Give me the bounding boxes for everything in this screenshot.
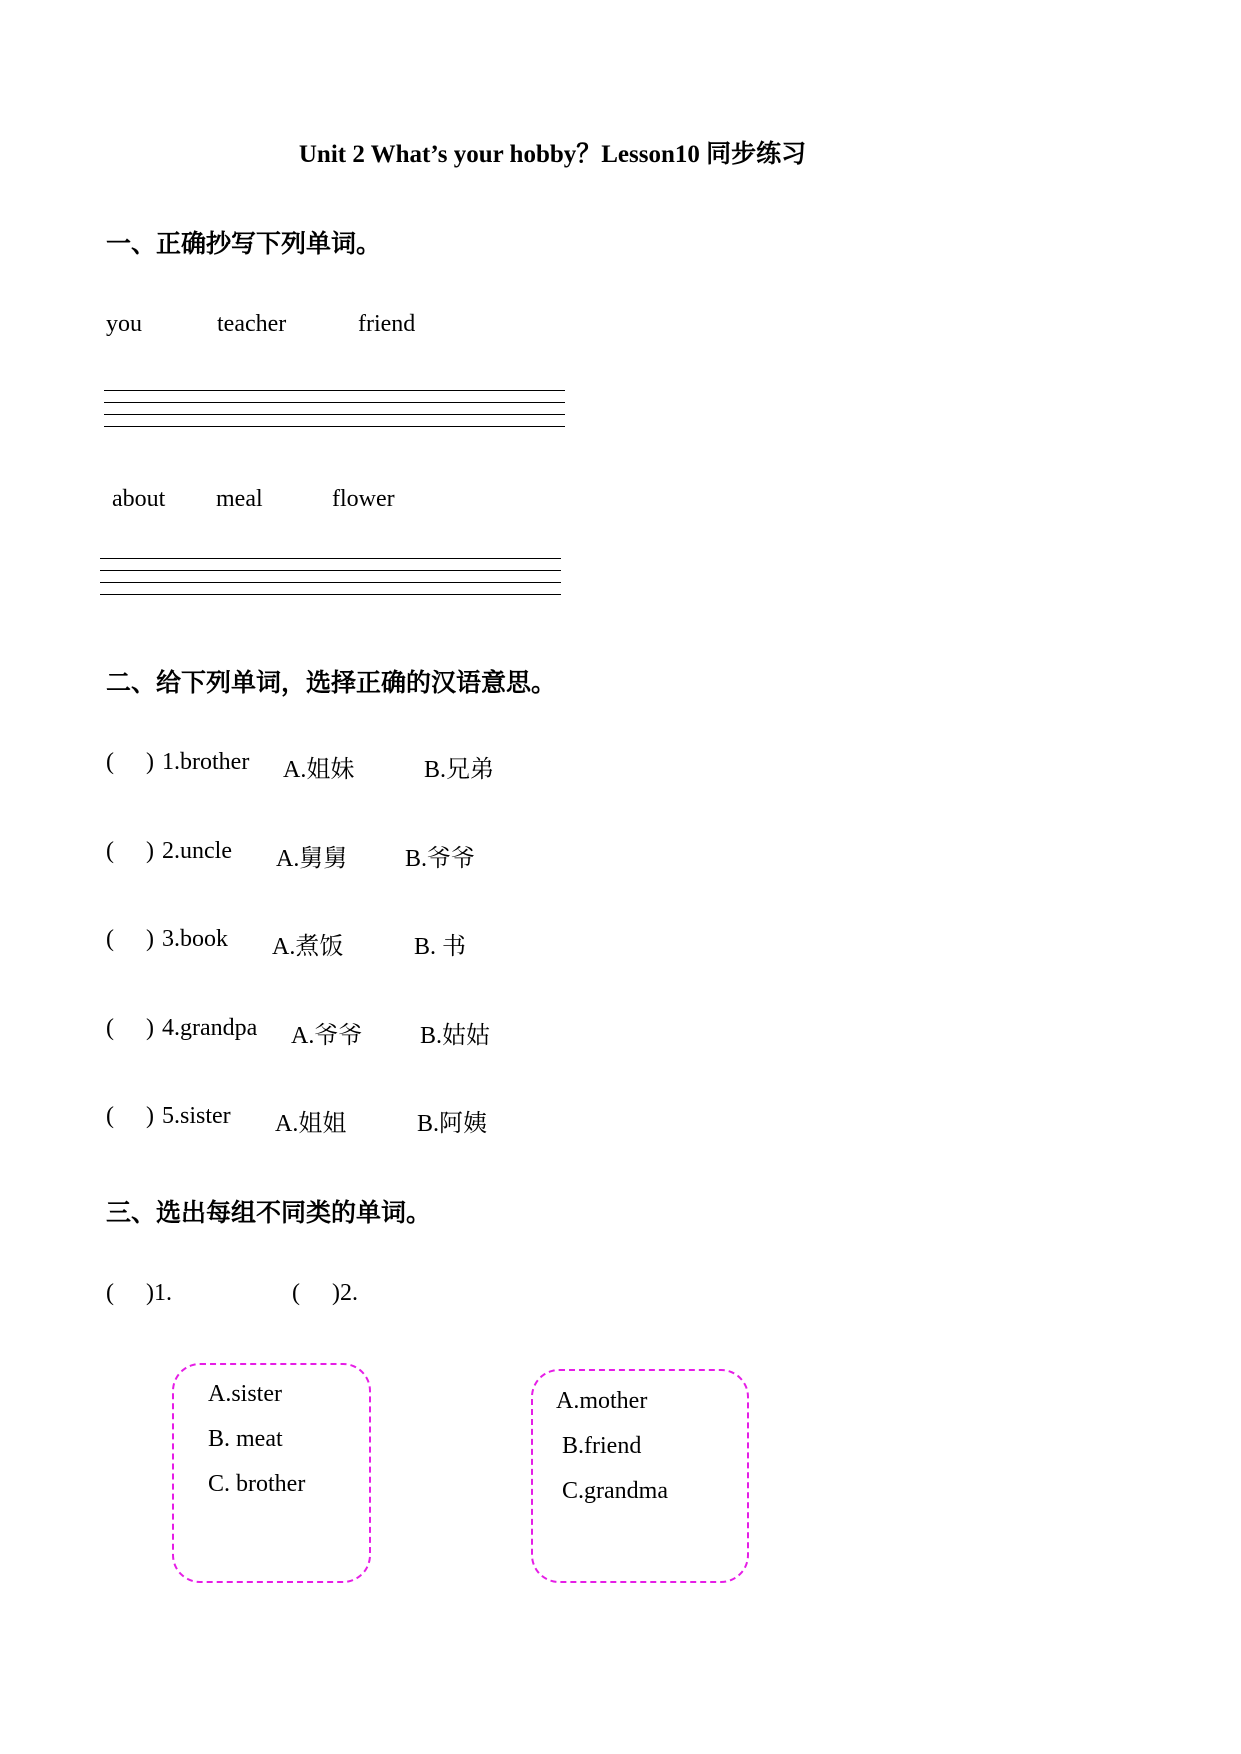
section-2-heading: 二、给下列单词，选择正确的汉语意思。 — [106, 670, 557, 697]
copy-word: flower — [332, 486, 395, 512]
option-b: B.兄弟 — [424, 757, 495, 783]
copy-word: teacher — [217, 311, 287, 337]
answer-blank-open[interactable]: ( — [106, 926, 114, 952]
answer-blank-open[interactable]: ( — [106, 749, 114, 775]
option-a: A.姐妹 — [283, 757, 355, 783]
copy-word: friend — [358, 311, 416, 337]
group-option: A.mother — [556, 1388, 648, 1414]
answer-blank-open[interactable]: ( — [106, 1103, 114, 1129]
question-word: 5.sister — [162, 1103, 231, 1129]
copy-word: meal — [216, 486, 263, 512]
option-b: B.姑姑 — [420, 1023, 491, 1049]
option-b: B.阿姨 — [417, 1111, 488, 1137]
group-option: B.friend — [562, 1433, 642, 1459]
answer-blank-close: ) — [146, 1103, 154, 1129]
answer-blank-close: ) — [146, 926, 154, 952]
question-word: 2.uncle — [162, 838, 232, 864]
option-a: A.姐姐 — [275, 1111, 347, 1137]
answer-blank-open[interactable]: ( — [292, 1280, 300, 1306]
question-word: 4.grandpa — [162, 1015, 258, 1041]
option-b: B. 书 — [414, 934, 467, 960]
page-title: Unit 2 What’s your hobby？Lesson10 同步练习 — [298, 141, 807, 168]
question-number: )2. — [332, 1280, 358, 1306]
copy-word: you — [106, 311, 142, 337]
group-option: B. meat — [208, 1426, 283, 1452]
answer-blank-open[interactable]: ( — [106, 1015, 114, 1041]
group-option: C. brother — [208, 1471, 306, 1497]
option-a: A.舅舅 — [276, 846, 348, 872]
answer-blank-open[interactable]: ( — [106, 1280, 114, 1306]
answer-blank-open[interactable]: ( — [106, 838, 114, 864]
question-word: 1.brother — [162, 749, 250, 775]
option-b: B.爷爷 — [405, 846, 476, 872]
group-option: A.sister — [208, 1381, 282, 1407]
answer-blank-close: ) — [146, 1015, 154, 1041]
question-number: )1. — [146, 1280, 172, 1306]
option-a: A.煮饭 — [272, 934, 344, 960]
group-option: C.grandma — [562, 1478, 668, 1504]
answer-blank-close: ) — [146, 749, 154, 775]
option-a: A.爷爷 — [291, 1023, 363, 1049]
answer-blank-close: ) — [146, 838, 154, 864]
writing-lines-2[interactable] — [100, 558, 561, 598]
section-1-heading: 一、正确抄写下列单词。 — [106, 231, 382, 258]
section-3-heading: 三、选出每组不同类的单词。 — [106, 1200, 432, 1227]
writing-lines-1[interactable] — [104, 390, 565, 430]
copy-word: about — [112, 486, 166, 512]
question-word: 3.book — [162, 926, 228, 952]
